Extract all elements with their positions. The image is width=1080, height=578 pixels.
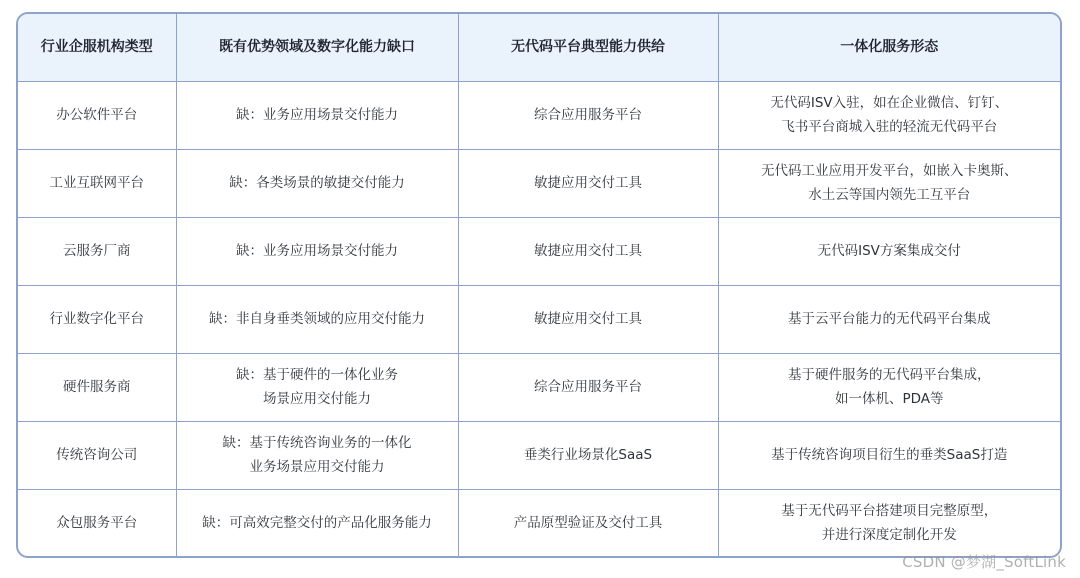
cell-nocode-supply: 敏捷应用交付工具 — [458, 285, 718, 353]
cell-nocode-supply: 垂类行业场景化SaaS — [458, 421, 718, 489]
table-row — [18, 421, 1060, 489]
cell-org-type: 硬件服务商 — [18, 353, 176, 421]
cell-line: 缺：各类场景的敏捷交付能力 — [229, 175, 405, 191]
comparison-table-frame — [16, 12, 1062, 558]
table-row — [18, 81, 1060, 149]
cell-service-form — [718, 149, 1060, 217]
table-row — [18, 217, 1060, 285]
cell-service-form — [718, 217, 1060, 285]
cell-line: 缺：非自身垂类领域的应用交付能力 — [209, 311, 425, 327]
header-org-type: 行业企服机构类型 — [18, 14, 176, 81]
cell-service-form — [718, 421, 1060, 489]
cell-org-type: 工业互联网平台 — [18, 149, 176, 217]
table-row — [18, 489, 1060, 557]
cell-line: 并进行深度定制化开发 — [821, 527, 957, 544]
table-row — [18, 353, 1060, 421]
cell-service-form — [718, 285, 1060, 353]
cell-line: 无代码工业应用开发平台，如嵌入卡奥斯、 — [761, 163, 1018, 179]
cell-line: 业务场景应用交付能力 — [249, 459, 385, 475]
cell-line: 场景应用交付能力 — [263, 391, 371, 407]
cell-line: 基于传统咨询项目衍生的垂类SaaS打造 — [771, 447, 1008, 463]
cell-capability-gap — [176, 217, 458, 285]
cell-line: 缺：基于传统咨询业务的一体化 — [222, 435, 412, 451]
cell-capability-gap — [176, 81, 458, 149]
cell-line: 水土云等国内领先工互平台 — [808, 187, 971, 203]
cell-capability-gap — [176, 421, 458, 489]
enterprise-service-comparison-table — [18, 14, 1060, 557]
cell-org-type: 众包服务平台 — [18, 489, 176, 557]
table-row — [18, 149, 1060, 217]
cell-org-type: 行业数字化平台 — [18, 285, 176, 353]
cell-capability-gap — [176, 285, 458, 353]
cell-nocode-supply: 敏捷应用交付工具 — [458, 217, 718, 285]
table-header-row — [18, 14, 1060, 81]
cell-org-type: 传统咨询公司 — [18, 421, 176, 489]
header-capability-gap: 既有优势领域及数字化能力缺口 — [176, 14, 458, 81]
cell-line: 基于硬件服务的无代码平台集成， — [788, 367, 991, 383]
cell-line: 缺：业务应用场景交付能力 — [236, 243, 398, 259]
table-row — [18, 285, 1060, 353]
cell-line: 飞书平台商城入驻的轻流无代码平台 — [781, 119, 998, 135]
cell-service-form — [718, 489, 1060, 557]
cell-line: 如一体机、PDA等 — [834, 391, 944, 407]
cell-line: 缺：可高效完整交付的产品化服务能力 — [202, 515, 432, 532]
cell-nocode-supply: 敏捷应用交付工具 — [458, 149, 718, 217]
header-nocode-supply: 无代码平台典型能力供给 — [458, 14, 718, 81]
cell-capability-gap — [176, 489, 458, 557]
cell-service-form — [718, 81, 1060, 149]
cell-nocode-supply: 综合应用服务平台 — [458, 353, 718, 421]
cell-nocode-supply: 综合应用服务平台 — [458, 81, 718, 149]
cell-org-type: 云服务厂商 — [18, 217, 176, 285]
cell-line: 无代码ISV入驻，如在企业微信、钉钉、 — [770, 95, 1009, 111]
cell-nocode-supply: 产品原型验证及交付工具 — [458, 489, 718, 557]
header-service-form: 一体化服务形态 — [718, 14, 1060, 81]
csdn-watermark: CSDN @梦湖_SoftLink — [902, 553, 1066, 571]
cell-line: 无代码ISV方案集成交付 — [817, 243, 961, 259]
cell-line: 缺：基于硬件的一体化业务 — [236, 367, 398, 383]
cell-line: 基于无代码平台搭建项目完整原型， — [781, 503, 998, 520]
cell-capability-gap — [176, 149, 458, 217]
cell-line: 缺：业务应用场景交付能力 — [236, 107, 398, 123]
cell-org-type: 办公软件平台 — [18, 81, 176, 149]
cell-line: 基于云平台能力的无代码平台集成 — [788, 311, 991, 327]
cell-service-form — [718, 353, 1060, 421]
cell-capability-gap — [176, 353, 458, 421]
